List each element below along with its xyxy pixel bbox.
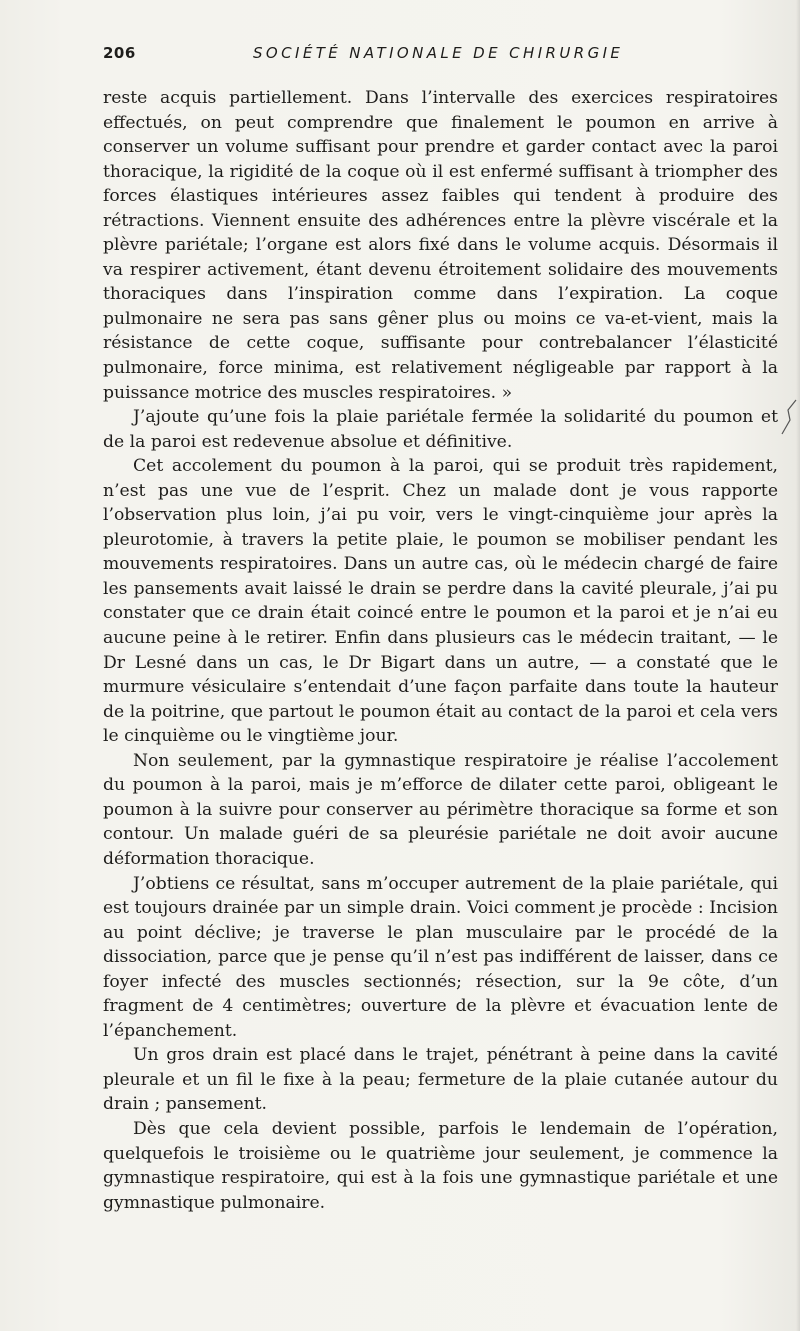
paragraph-6: Un gros drain est placé dans le trajet, pénétrant à peine dans la cavité pleurale et un fil le fixe à la peau; fermeture de la plaie cutanée autour du drain ; pansement. bbox=[103, 1045, 778, 1115]
paragraph-5: J’obtiens ce résultat, sans m’occuper autrement de la plaie pariétale, qui est toujours drainée par un simple drain. Voici comment je procède : Incision au point déclive; je traverse le plan musculaire par le procédé de la dissociation, parce que je pense qu’il n’est pas indifférent de laisser, dans ce foyer infecté des muscles sectionnés; résection, sur la 9e côte, d’un fragment de 4 centimètres; ouverture de la plèvre et évacuation lente de l’épanchement. bbox=[103, 873, 778, 1041]
paragraph-4: Non seulement, par la gymnastique respiratoire je réalise l’accolement du poumon à la paroi, mais je m’efforce de dilater cette paroi, obligeant le poumon à la suivre pour conserver au périmètre thoracique sa forme et son contour. Un malade guéri de sa pleurésie pariétale ne doit avoir aucune déformation thoracique. bbox=[103, 750, 778, 869]
running-title: SOCIÉTÉ NATIONALE DE CHIRURGIE bbox=[253, 44, 624, 62]
page-edge-shadow bbox=[796, 0, 800, 1331]
paragraph-7: Dès que cela devient possible, parfois le lendemain de l’opération, quelquefois le troisième ou le quatrième jour seulement, je commence la gymnastique respiratoire, qui est à la fois une gymnastique pariétale et une gymnastique pulmonaire. bbox=[103, 1118, 778, 1213]
page-number: 206 bbox=[103, 44, 136, 62]
paragraph-3: Cet accolement du poumon à la paroi, qui se produit très rapidement, n’est pas une vue de l’esprit. Chez un malade dont je vous rapporte l’observation plus loin, j’ai pu voir, vers le vingt-cinquième jour après la pleurotomie, à travers la petite plaie, le poumon se mobiliser pendant les mouvements respiratoires. Dans un autre cas, où le médecin chargé de faire les pansements avait laissé le drain se perdre dans la cavité pleurale, j’ai pu constater que ce drain était coincé entre le poumon et la paroi et je n’ai eu aucune peine à le retirer. Enfin dans plusieurs cas le médecin traitant, — le Dr Lesné dans un cas, le Dr Bigart dans un autre, — a constaté que le murmure vésiculaire s’entendait d’une façon parfaite dans toute la hauteur de la poitrine, que partout le poumon était au contact de la paroi et cela vers le cinquième ou le vingtième jour. bbox=[103, 456, 778, 747]
paragraph-1: reste acquis partiellement. Dans l’intervalle des exercices respiratoires effectués, on peut comprendre que finalement le poumon en arrive à conserver un volume suffisant pour prendre et garder contact avec la paroi thoracique, la rigidité de la coque où il est enfermé suffisant à triompher des forces élastiques intérieures assez faibles qui tendent à produire des rétractions. Viennent ensuite des adhérences entre la plèvre viscérale et la plèvre pariétale; l’organe est alors fixé dans le volume acquis. Désormais il va respirer activement, étant devenu étroitement solidaire des mouvements thoraciques dans l’inspiration comme dans l’expiration. La coque pulmonaire ne sera pas sans gêner plus ou moins ce va-et-vient, mais la résistance de cette coque, suffisante pour contrebalancer l’élasticité pulmonaire, force minima, est relativement négligeable par rapport à la puissance motrice des muscles respiratoires. » bbox=[103, 88, 778, 403]
body-text bbox=[103, 86, 778, 1215]
page-header bbox=[103, 44, 778, 68]
paragraph-2: J’ajoute qu’une fois la plaie pariétale fermée la solidarité du poumon et de la paroi est redevenue absolue et définitive. bbox=[103, 407, 778, 452]
margin-pencil-mark bbox=[778, 398, 798, 438]
